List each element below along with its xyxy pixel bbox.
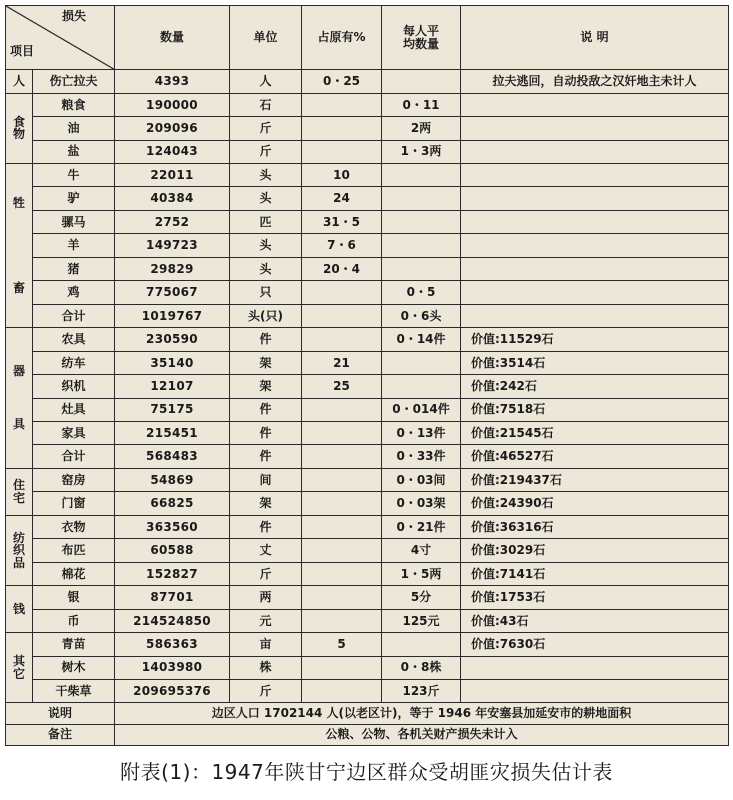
- table-row: [6, 281, 729, 304]
- row-item: 盐: [33, 140, 115, 163]
- row-remark: 价值:7630石: [461, 633, 729, 656]
- row-percent: [302, 304, 382, 327]
- row-percent: 25: [302, 375, 382, 398]
- category-tools: [6, 328, 33, 469]
- row-item: 牛: [33, 164, 115, 187]
- row-remark: [461, 679, 729, 702]
- row-remark: [461, 93, 729, 116]
- table-row: [6, 117, 729, 140]
- row-remark: [461, 117, 729, 140]
- table-row: [6, 539, 729, 562]
- row-per-person: [382, 234, 461, 257]
- row-remark: 价值:242石: [461, 375, 729, 398]
- category-label-char: 牲: [12, 196, 25, 210]
- row-percent: [302, 586, 382, 609]
- row-item: 合计: [33, 304, 115, 327]
- row-percent: [302, 422, 382, 445]
- row-unit: 人: [230, 70, 302, 93]
- category-label-char: 物: [12, 127, 25, 142]
- row-remark: [461, 304, 729, 327]
- row-per-person: 5分: [382, 586, 461, 609]
- row-unit: 只: [230, 281, 302, 304]
- row-per-person: 0・14件: [382, 328, 461, 351]
- row-item: 油: [33, 117, 115, 140]
- row-unit: 间: [230, 468, 302, 491]
- row-per-person: 0・13件: [382, 422, 461, 445]
- row-remark: 价值:46527石: [461, 445, 729, 468]
- row-quantity: 149723: [115, 234, 230, 257]
- row-unit: 件: [230, 398, 302, 421]
- header-unit: 单位: [230, 6, 302, 70]
- table-row: [6, 210, 729, 233]
- row-per-person: 0・03架: [382, 492, 461, 515]
- header-remark: 说 明: [461, 6, 729, 70]
- row-percent: [302, 117, 382, 140]
- row-quantity: 1019767: [115, 304, 230, 327]
- table-row: [6, 492, 729, 515]
- row-remark: 价值:7518石: [461, 398, 729, 421]
- table-row: [6, 586, 729, 609]
- row-percent: 7・6: [302, 234, 382, 257]
- row-item: 猪: [33, 257, 115, 280]
- row-remark: [461, 257, 729, 280]
- row-quantity: 35140: [115, 351, 230, 374]
- row-per-person: 0・33件: [382, 445, 461, 468]
- row-item: 窑房: [33, 468, 115, 491]
- row-unit: 头: [230, 187, 302, 210]
- row-remark: 价值:219437石: [461, 468, 729, 491]
- row-unit: 斤: [230, 562, 302, 585]
- table-row: [6, 656, 729, 679]
- row-unit: 斤: [230, 140, 302, 163]
- row-remark: [461, 140, 729, 163]
- row-quantity: 87701: [115, 586, 230, 609]
- row-unit: 亩: [230, 633, 302, 656]
- row-unit: 头: [230, 257, 302, 280]
- row-percent: [302, 445, 382, 468]
- row-unit: 斤: [230, 117, 302, 140]
- row-item: 灶具: [33, 398, 115, 421]
- row-remark: 价值:3029石: [461, 539, 729, 562]
- row-per-person: 0・21件: [382, 515, 461, 538]
- category-spacer: [6, 378, 32, 418]
- row-quantity: 363560: [115, 515, 230, 538]
- row-unit: 件: [230, 445, 302, 468]
- table-row: [6, 351, 729, 374]
- row-item: 伤亡拉夫: [33, 70, 115, 93]
- row-remark: 价值:7141石: [461, 562, 729, 585]
- row-item: 羊: [33, 234, 115, 257]
- table-row: [6, 375, 729, 398]
- row-item: 织机: [33, 375, 115, 398]
- row-unit: 匹: [230, 210, 302, 233]
- row-per-person: 0・5: [382, 281, 461, 304]
- table-row: [6, 562, 729, 585]
- table-row: [6, 679, 729, 702]
- row-percent: [302, 468, 382, 491]
- category-label-char: 纺: [12, 530, 25, 545]
- row-per-person: [382, 257, 461, 280]
- row-quantity: 75175: [115, 398, 230, 421]
- category-textiles: [6, 515, 33, 585]
- category-people: [6, 70, 33, 93]
- table-row: [6, 609, 729, 632]
- row-unit: 石: [230, 93, 302, 116]
- row-per-person: [382, 351, 461, 374]
- row-remark: 价值:3514石: [461, 351, 729, 374]
- table-row: [6, 633, 729, 656]
- row-unit: 株: [230, 656, 302, 679]
- row-unit: 头: [230, 234, 302, 257]
- table-row: [6, 140, 729, 163]
- row-remark: 价值:1753石: [461, 586, 729, 609]
- row-quantity: 568483: [115, 445, 230, 468]
- row-remark: [461, 281, 729, 304]
- row-percent: [302, 281, 382, 304]
- row-percent: 31・5: [302, 210, 382, 233]
- note-label: 备注: [6, 724, 115, 746]
- row-percent: 24: [302, 187, 382, 210]
- row-item: 驴: [33, 187, 115, 210]
- row-item: 币: [33, 609, 115, 632]
- category-label-char: 织: [12, 543, 25, 558]
- table-caption: 附表(1)：1947年陕甘宁边区群众受胡匪灾损失估计表: [120, 760, 613, 784]
- row-quantity: 1403980: [115, 656, 230, 679]
- row-item: 合计: [33, 445, 115, 468]
- row-per-person: [382, 164, 461, 187]
- row-unit: 两: [230, 586, 302, 609]
- row-item: 农具: [33, 328, 115, 351]
- row-item: 粮食: [33, 93, 115, 116]
- row-quantity: 22011: [115, 164, 230, 187]
- row-quantity: 586363: [115, 633, 230, 656]
- row-percent: [302, 328, 382, 351]
- row-remark: 拉夫逃回，自动投敌之汉奸地主未计人: [461, 70, 729, 93]
- row-quantity: 214524850: [115, 609, 230, 632]
- category-other: [6, 633, 33, 703]
- header-per-person-line2: 均数量: [402, 36, 439, 51]
- row-percent: 20・4: [302, 257, 382, 280]
- row-unit: 头: [230, 164, 302, 187]
- row-remark: [461, 210, 729, 233]
- table-row: [6, 257, 729, 280]
- row-unit: 件: [230, 328, 302, 351]
- row-percent: 10: [302, 164, 382, 187]
- row-percent: [302, 562, 382, 585]
- row-item: 树木: [33, 656, 115, 679]
- category-label-char: 其: [12, 654, 25, 669]
- loss-estimate-table: [5, 5, 729, 746]
- row-item: 青苗: [33, 633, 115, 656]
- category-label-char: 住: [12, 478, 25, 493]
- table-row: [6, 422, 729, 445]
- note-text: 公粮、公物、各机关财产损失未计入: [115, 724, 729, 746]
- explain-label: 说明: [6, 703, 115, 724]
- row-percent: 21: [302, 351, 382, 374]
- category-food: [6, 93, 33, 163]
- table-row: [6, 515, 729, 538]
- row-unit: 元: [230, 609, 302, 632]
- row-percent: [302, 398, 382, 421]
- row-percent: [302, 140, 382, 163]
- category-money: [6, 586, 33, 633]
- category-label-char: 钱: [12, 601, 25, 616]
- row-item: 骡马: [33, 210, 115, 233]
- row-per-person: 1・3两: [382, 140, 461, 163]
- row-per-person: 0・11: [382, 93, 461, 116]
- row-unit: 斤: [230, 679, 302, 702]
- row-unit: 丈: [230, 539, 302, 562]
- table-row: [6, 328, 729, 351]
- header-per-person: [382, 6, 461, 70]
- category-livestock: [6, 164, 33, 328]
- row-unit: 头(只): [230, 304, 302, 327]
- row-remark: [461, 164, 729, 187]
- row-remark: 价值:21545石: [461, 422, 729, 445]
- explain-text: 边区人口 1702144 人(以老区计)，等于 1946 年安塞县加延安市的耕地面积: [115, 703, 729, 724]
- row-item: 衣物: [33, 515, 115, 538]
- row-item: 银: [33, 586, 115, 609]
- header-quantity: 数量: [115, 6, 230, 70]
- row-per-person: 1・5两: [382, 562, 461, 585]
- row-item: 鸡: [33, 281, 115, 304]
- row-per-person: 4寸: [382, 539, 461, 562]
- row-per-person: 0・014件: [382, 398, 461, 421]
- table-row: [6, 70, 729, 93]
- row-quantity: 54869: [115, 468, 230, 491]
- row-item: 家具: [33, 422, 115, 445]
- header-loss-label: 损失: [61, 9, 86, 23]
- row-percent: [302, 539, 382, 562]
- row-item: 门窗: [33, 492, 115, 515]
- diagonal-line: [6, 6, 114, 69]
- row-per-person: [382, 375, 461, 398]
- diagonal-header-cell: [6, 6, 115, 70]
- row-quantity: 4393: [115, 70, 230, 93]
- row-unit: 件: [230, 422, 302, 445]
- row-quantity: 190000: [115, 93, 230, 116]
- row-percent: [302, 515, 382, 538]
- category-label-char: 宅: [12, 490, 25, 505]
- row-percent: [302, 679, 382, 702]
- row-quantity: 60588: [115, 539, 230, 562]
- row-per-person: 125元: [382, 609, 461, 632]
- row-unit: 件: [230, 515, 302, 538]
- table-row: [6, 93, 729, 116]
- category-label-char: 具: [12, 417, 25, 432]
- row-quantity: 215451: [115, 422, 230, 445]
- row-per-person: 0・03间: [382, 468, 461, 491]
- row-quantity: 209695376: [115, 679, 230, 702]
- row-item: 干柴草: [33, 679, 115, 702]
- row-percent: 0・25: [302, 70, 382, 93]
- row-quantity: 230590: [115, 328, 230, 351]
- header-row: [6, 6, 729, 70]
- category-label-char: 它: [12, 666, 25, 681]
- row-remark: 价值:11529石: [461, 328, 729, 351]
- category-spacer: [6, 210, 32, 282]
- note-row: [6, 724, 729, 746]
- row-quantity: 12107: [115, 375, 230, 398]
- category-label-char: 食: [12, 114, 25, 129]
- category-label-char: 器: [12, 364, 25, 379]
- table-row: [6, 187, 729, 210]
- table-row: [6, 164, 729, 187]
- table-row: [6, 398, 729, 421]
- row-quantity: 29829: [115, 257, 230, 280]
- row-per-person: [382, 70, 461, 93]
- row-remark: [461, 656, 729, 679]
- row-per-person: 123斤: [382, 679, 461, 702]
- row-item: 棉花: [33, 562, 115, 585]
- row-percent: [302, 93, 382, 116]
- row-remark: [461, 187, 729, 210]
- header-per-person-line1: 每人平: [402, 24, 439, 38]
- row-quantity: 2752: [115, 210, 230, 233]
- row-quantity: 775067: [115, 281, 230, 304]
- row-per-person: 0・6头: [382, 304, 461, 327]
- row-per-person: [382, 187, 461, 210]
- category-housing: [6, 468, 33, 515]
- row-unit: 架: [230, 375, 302, 398]
- row-remark: 价值:43石: [461, 609, 729, 632]
- row-quantity: 66825: [115, 492, 230, 515]
- row-quantity: 124043: [115, 140, 230, 163]
- category-label-char: 畜: [12, 280, 25, 295]
- row-per-person: [382, 210, 461, 233]
- table-row: [6, 445, 729, 468]
- header-item-label: 项目: [10, 43, 35, 58]
- row-percent: [302, 492, 382, 515]
- row-remark: 价值:24390石: [461, 492, 729, 515]
- row-per-person: [382, 633, 461, 656]
- category-label-char: 品: [12, 555, 25, 570]
- row-remark: [461, 234, 729, 257]
- row-unit: 架: [230, 492, 302, 515]
- row-quantity: 209096: [115, 117, 230, 140]
- row-per-person: 2两: [382, 117, 461, 140]
- row-remark: 价值:36316石: [461, 515, 729, 538]
- row-quantity: 152827: [115, 562, 230, 585]
- row-percent: [302, 609, 382, 632]
- category-label: 人: [12, 74, 25, 89]
- explain-row: [6, 703, 729, 724]
- row-unit: 架: [230, 351, 302, 374]
- row-percent: [302, 656, 382, 679]
- row-percent: 5: [302, 633, 382, 656]
- row-quantity: 40384: [115, 187, 230, 210]
- table-row: [6, 234, 729, 257]
- row-per-person: 0・8株: [382, 656, 461, 679]
- table-row: [6, 304, 729, 327]
- row-item: 布匹: [33, 539, 115, 562]
- row-item: 纺车: [33, 351, 115, 374]
- table-row: [6, 468, 729, 491]
- header-percent: 占原有%: [302, 6, 382, 70]
